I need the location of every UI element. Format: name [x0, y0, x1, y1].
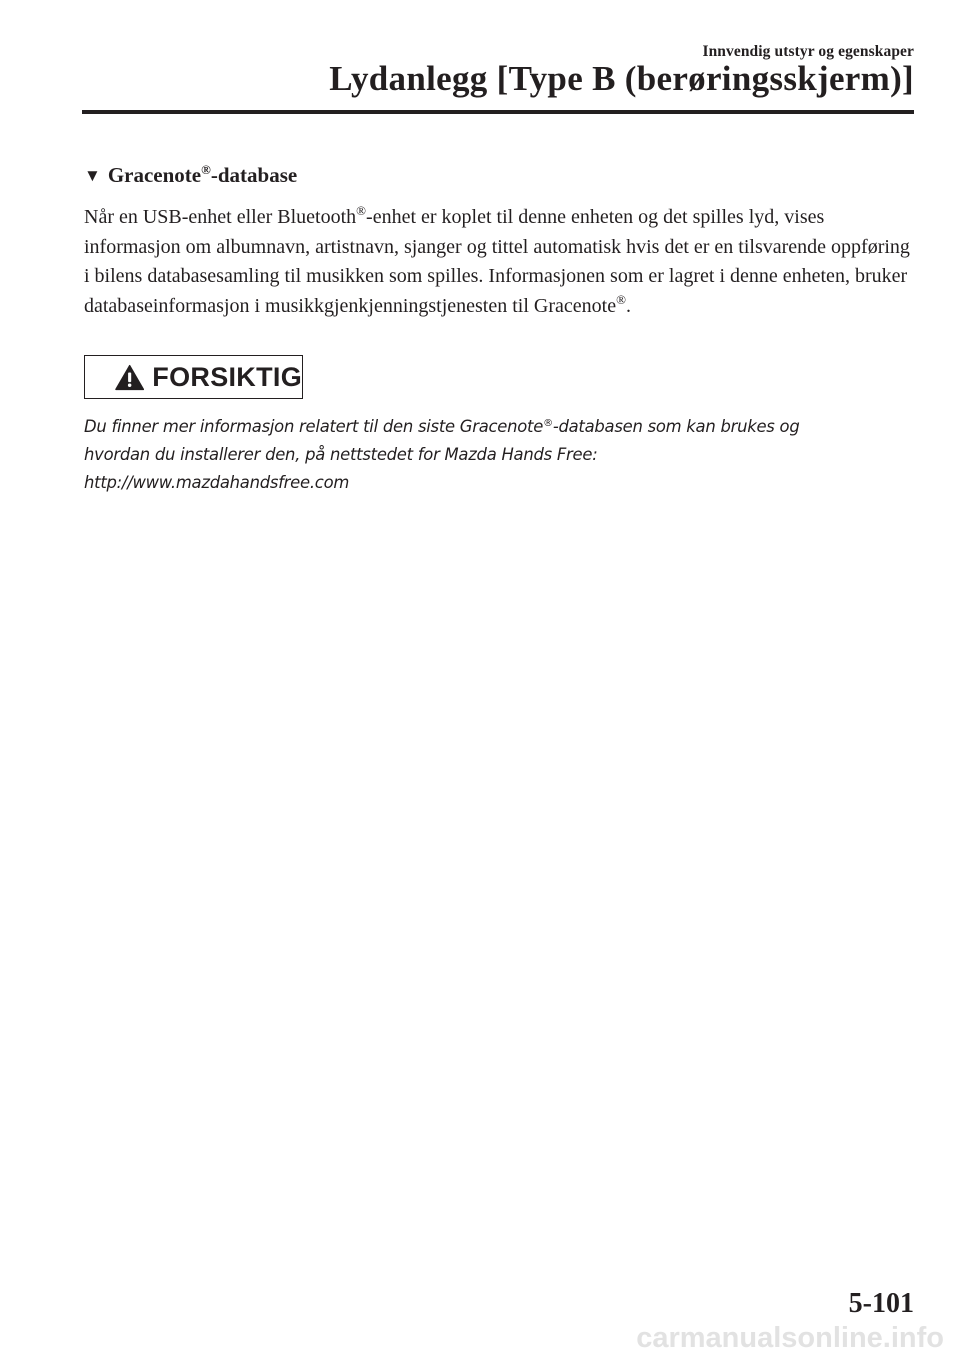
caution-line-2: hvordan du installerer den, på nettstedet for Mazda Hands Free: [84, 445, 598, 464]
caution-box [84, 355, 303, 399]
caution-line-1-end: -databasen som kan brukes og [552, 417, 800, 436]
section-heading [84, 163, 297, 188]
page-title: Lydanlegg [Type B (berøringsskjerm)] [329, 59, 914, 98]
registered-mark: ® [201, 162, 211, 177]
body-text-part3: . [625, 294, 631, 317]
chapter-subtitle: Innvendig utstyr og egenskaper [702, 43, 914, 60]
section-heading-start: Gracenote [107, 163, 202, 187]
registered-mark: ® [543, 418, 553, 429]
registered-mark: ® [356, 203, 367, 218]
page-number: 5-101 [848, 1288, 914, 1319]
warning-triangle-icon [115, 363, 144, 392]
caution-link[interactable]: http://www.mazdahandsfree.com [84, 473, 350, 492]
section-heading-end: -database [210, 163, 298, 187]
body-paragraph [84, 203, 916, 321]
caution-line-1-start: Du finner mer informasjon relatert til den siste Gracenote [84, 417, 544, 436]
registered-mark: ® [616, 291, 626, 307]
watermark: carmanualsonline.info [636, 1322, 944, 1354]
section-marker-icon: ▼ [84, 166, 101, 185]
caution-label: FORSIKTIG [152, 361, 302, 392]
header-divider [82, 110, 914, 114]
caution-line-1 [84, 413, 916, 441]
body-text-part2: -enhet er koplet til denne enheten og det spilles lyd, vises informasjon om albumnavn, artistnavn, sjanger og tittel automatisk hvis det er en tilsvarende oppføring i bilens databasesamling til musikken som spilles. Informasjonen som er lagret i denne enheten, bruker databaseinformasjon i musikkgjenkjenningstjenesten til Gracenote [84, 206, 910, 317]
caution-text [84, 413, 916, 497]
body-text-part1: Når en USB-enhet eller Bluetooth [84, 206, 357, 228]
